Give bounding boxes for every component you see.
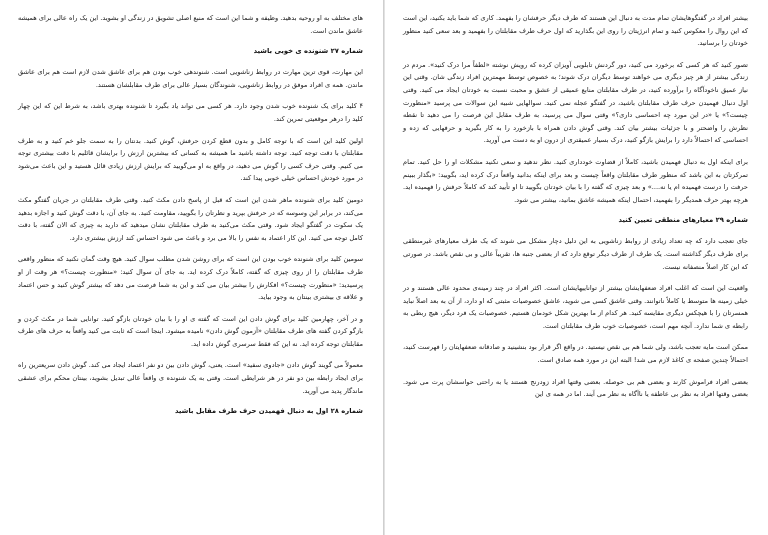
paragraph: تصور کنید که هر کسی که برخورد می کنید، دور گردنش تابلویی آویزان کرده که رویش نوشته «لطفاً مرا درک کنید». مردم در زندگی بیشتر از هر چیز دیگری می خواهند توسط دیگران درک شوند؛ به خصوص توسط مهمترین افراد زندگی شان. وقتی این نیاز عمیق ناخودآگاه را برآورده کنید، در طرف مقابلتان منابع عمیقی از عشق و محبت نسبت به خودتان ایجاد می کنید. وقتی اول دنبال فهمیدن حرف طرف مقابلتان باشید، در گفتگو عجله نمی کنید. سوالهایی شبیه این سوالات می پرسید «منظورت چیست؟» یا «در این مورد چه احساسی داری؟» وقتی سوال می پرسید، به طرف مقابل این فرصت را می دهید تا نقطه نظرش را واضحتر و با جزئیات بیشتر بیان کند. وقتی گوش دادن همراه با بازخورد را به کار بگیرید و حرفهایی که زده و احساسی که احتمالاً دارد را برایش بازگو کنید، درک بسیار عمیقتری از درون او به دست می آورید. xyxy=(403,60,748,145)
paragraph: معمولاً می گویند گوش دادن «جادوی سفید» است. یعنی، گوش دادن بین دو نفر اعتماد ایجاد می کند. گوش دادن سریعترین راه برای ایجاد رابطه بین دو نفر در هر شرایطی است. وقتی به یک شنونده ی واقعاً عالی تبدیل بشوید، بینتان محکم برای عشقی ماندگار پدید می آورید. xyxy=(18,361,363,395)
paragraph: برای اینکه اول به دنبال فهمیدن باشید، کاملاً از قضاوت خودداری کنید. نظر ندهید و سعی نکنید مشکلات او را حل کنید. تمام تمرکزتان به این باشد که منظور طرف مقابلتان واقعاً چیست و بعد برای اینکه بدانید واقعاً درک کرده اید، بگویید: «بگذار ببینم حرفت را درست فهمیده ام یا نه....» و بعد چیزی که گفته را با بیان خودتان بگویید تا او تأیید کند که کاملاً حرفش را فهمیده اید. هرچه بهتر حرف همدیگر را بفهمید، احتمال اینکه همیشه عاشق بمانید، بیشتر می شود. xyxy=(403,157,748,204)
section-heading: شماره ۲۷ شنونده ی خوبی باشید xyxy=(253,47,363,56)
paragraph: و در آخر، چهارمین کلید برای گوش دادن این است که گفته ی او را با بیان خودتان بازگو کنید. توانایی شما در مکث کردن و بازگو کردن گفته های طرف مقابلتان «آزمون گوش دادن» نامیده میشود. اینجا است که ثابت می کنید واقعاً به حرف های طرف مقابلتان توجه کرده اید. نه این که فقط سرسری گوش داده اید. xyxy=(18,314,363,348)
paragraph: سومین کلید برای شنونده خوب بودن این است که برای روشن شدن مطلب سوال کنید. هیچ وقت گمان نکنید که منظور واقعی طرف مقابلتان را از روی چیزی که گفته، کاملاً درک کرده اید. به جای آن سوال کنید: «منظورت چیست؟» هر وقت از او پرسیدید: «منظورت چیست؟» افکارش را بیشتر بیان می کند و این به شما فرصت می دهد که بیشتر گوش کنید و حس اعتماد و علاقه ی بیشتری بینتان به وجود بیاید. xyxy=(18,255,363,302)
section-heading: شماره ۲۹ معیارهای منطقی تعیین کنید xyxy=(618,216,748,225)
paragraph: اولین کلید این است که با توجه کامل و بدون قطع کردن حرفش، گوش کنید. بدنتان را به سمت جلو خم کنید و به طرف مقابلتان با دقت توجه کنید. توجه داشته باشید ما همیشه به کسانی که بیشترین ارزش را برایشان قائلیم با دقت بیشتری توجه می کنیم. وقتی حرف کسی را گوش می دهید، در واقع به او می‌گویید که برایش ارزش زیادی قائل هستید و این باعث می‌شود در مورد خودش احساس خیلی خوبی پیدا کند. xyxy=(18,136,363,183)
paragraph: ممکن است مایه تعجب باشد، ولی شما هم بی نقص نیستید. در واقع اگر قرار بود بنشینید و صادقانه ضعفهایتان را فهرست کنید، احتمالاً چندین صفحه ی کاغذ لازم می شد! البته این در مورد همه صادق است. xyxy=(403,343,748,365)
right-page xyxy=(384,0,768,535)
paragraph: واقعیت این است که اغلب افراد ضعفهایشان بیشتر از تواناییهایشان است. اکثر افراد در چند زمینه‌ی محدود عالی هستند و در خیلی زمینه ها متوسط یا کاملاً ناتوانند. وقتی عاشق کسی می شوید، عاشق خصوصیات مثبتی که او دارد، از آن به بعد اصلاً نباید همسرتان را با هیچکس دیگری مقایسه کنید. هر کدام از ما بهترین شکل خودمان هستیم. خصوصیات یک فرد دیگر، هیچ ربطی به رابطه ی شما ندارد. آنچه مهم است، خصوصیات خوب طرف مقابلتان است. xyxy=(403,284,748,330)
paragraph: دومین کلید برای شنونده ماهر شدن این است که قبل از پاسخ دادن مکث کنید. وقتی طرف مقابلتان در جریان گفتگو مکث می‌کند، در برابر این وسوسه که در حرفش بپرید و نظرتان را بگویید، مقاومت کنید. به جای آن، با دقت گوش کنید و اجازه بدهید یک سکوت در گفتگو ایجاد شود. وقتی مکث می‌کنید به طرف مقابلتان نشان میدهید که دارید به چیزی که الان گفته، با دقت کامل توجه می کنید. این کار اعتماد به نفس را بالا می برد و باعث می شود احساس کند ارزش بیشتری دارد. xyxy=(18,195,363,242)
paragraph: بیشتر افراد در گفتگوهایشان تمام مدت به دنبال این هستند که طرف دیگر حرفشان را بفهمد. کاری که شما باید بکنید، این است که این روال را معکوس کنید و تمام انرژیتان را روی این بگذارید که اول حرف طرف مقابلتان را بفهمید و بعد سعی کنید منظور خودتان را برسانید. xyxy=(403,14,748,48)
section-heading: شماره ۲۸ اول به دنبال فهمیدن حرف طرف مقابل باشید xyxy=(174,407,363,416)
paragraph: جای تعجب دارد که چه تعداد زیادی از روابط زناشویی به این دلیل دچار مشکل می شوند که یک طرف معیارهای غیرمنطقی برای طرف دیگر گذاشته است. یک طرف از طرف دیگر توقع دارد که از بعضی جنبه ها، تقریباً عالی و بی نقص باشد. در صورتی که این کار اصلاً منصفانه نیست. xyxy=(403,237,748,271)
paragraph: بعضی افراد فراموش کارند و بعضی هم بی حوصله. بعضی وقتها افراد زودرنج هستند یا به راحتی حواسشان پرت می شود. بعضی وقتها افراد به نظر بی عاطفه یا ناآگاه به نظر می آیند. اما در همه ی این xyxy=(403,377,748,399)
paragraph: این مهارت، قوی ترین مهارت در روابط زناشویی است. شنوندهی خوب بودن هم برای عاشق شدن لازم است هم برای عاشق ماندن. همه ی افراد موفق در روابط زناشویی، شنوندگان بسیار عالی برای طرف مقابلشان هستند. xyxy=(18,68,363,89)
paragraph: های مختلف به او روحیه بدهید. وظیفه و شما این است که منبع اصلی تشویق در زندگی او بشوید. این یک راه عالی برای همیشه عاشق ماندن است. xyxy=(18,14,363,35)
paragraph: ۴ کلید برای یک شنونده خوب شدن وجود دارد. هر کسی می تواند یاد بگیرد تا شنونده بهتری باشد، به شرط این که این چهار کلید را درهر موقعیتی تمرین کند. xyxy=(18,102,363,123)
